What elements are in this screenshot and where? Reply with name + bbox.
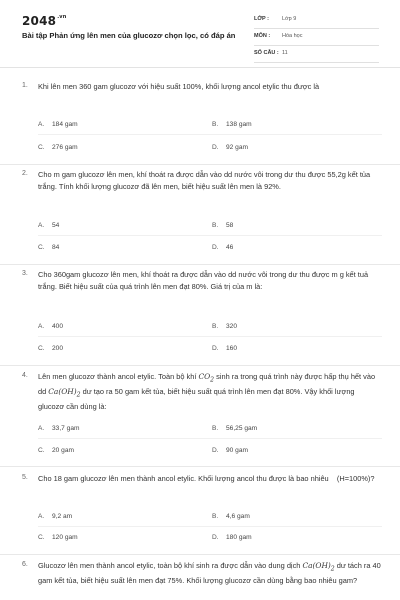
option-separator bbox=[38, 336, 382, 337]
option-letter: A. bbox=[38, 513, 45, 520]
logo-main: 2048 bbox=[22, 14, 57, 28]
option-letter: D. bbox=[212, 447, 219, 454]
question-number: 5. bbox=[22, 474, 28, 481]
logo-suffix: .vn bbox=[57, 14, 67, 20]
option-d[interactable] bbox=[212, 447, 248, 454]
question-4 bbox=[0, 365, 400, 467]
meta-row-class bbox=[254, 14, 379, 29]
option-text: 276 gam bbox=[52, 144, 78, 151]
option-text: 56,25 gam bbox=[226, 425, 258, 432]
option-text: 120 gam bbox=[52, 534, 78, 541]
option-c[interactable] bbox=[38, 447, 74, 454]
option-letter: B. bbox=[212, 513, 219, 520]
question-text-part: dư tạo ra 50 gam kết tủa, biết hiệu suất quá trình lên men đạt 80%. Vậy khối lượng glucozơ cần dùng là: bbox=[38, 387, 355, 412]
option-a[interactable] bbox=[38, 513, 72, 520]
option-letter: B. bbox=[212, 425, 219, 432]
question-text bbox=[38, 473, 382, 485]
option-c[interactable] bbox=[38, 144, 78, 151]
formula-subscript: 2 bbox=[210, 376, 215, 384]
option-a[interactable] bbox=[38, 425, 80, 432]
worksheet-meta bbox=[254, 14, 379, 65]
question-text-part: Glucozơ lên men thành ancol etylic, toàn bộ khí sinh ra được dẫn vào dung dịch bbox=[38, 561, 303, 570]
option-b[interactable] bbox=[212, 121, 252, 128]
site-logo[interactable] bbox=[22, 14, 67, 28]
option-text: 46 bbox=[226, 244, 234, 251]
option-b[interactable] bbox=[212, 222, 233, 229]
option-b[interactable] bbox=[212, 323, 237, 330]
option-text: 180 gam bbox=[226, 534, 252, 541]
option-text: 4,6 gam bbox=[226, 513, 250, 520]
option-letter: D. bbox=[212, 345, 219, 352]
option-c[interactable] bbox=[38, 345, 63, 352]
option-separator bbox=[38, 134, 382, 135]
option-a[interactable] bbox=[38, 121, 78, 128]
meta-key: LỚP : bbox=[254, 16, 269, 22]
option-separator bbox=[38, 526, 382, 527]
formula-base: Ca(OH) bbox=[302, 561, 331, 570]
option-letter: D. bbox=[212, 144, 219, 151]
question-text-part: sinh ra trong quá trình này được hấp thụ hết vào dd bbox=[38, 372, 376, 397]
option-d[interactable] bbox=[212, 144, 248, 151]
meta-value: Hóa học bbox=[282, 33, 303, 39]
question-1 bbox=[0, 72, 400, 165]
option-text: 92 gam bbox=[226, 144, 248, 151]
option-text: 400 bbox=[52, 323, 64, 330]
meta-key: MÔN : bbox=[254, 33, 271, 39]
formula-base: CO bbox=[198, 372, 211, 381]
option-text: 9,2 am bbox=[52, 513, 73, 520]
option-text: 58 bbox=[226, 222, 234, 229]
option-letter: B. bbox=[212, 222, 219, 229]
option-text: 33,7 gam bbox=[52, 425, 80, 432]
option-text: 138 gam bbox=[226, 121, 252, 128]
option-c[interactable] bbox=[38, 244, 59, 251]
option-letter: C. bbox=[38, 447, 45, 454]
question-text-part: Cho 18 gam glucozơ lên men thành ancol etylic. Khối lượng ancol thu được là bao nhiêu bbox=[38, 474, 329, 483]
option-separator bbox=[38, 438, 382, 439]
question-number: 1. bbox=[22, 82, 28, 89]
option-text: 54 bbox=[52, 222, 60, 229]
question-6 bbox=[0, 554, 400, 600]
question-text: Cho 360gam glucozơ lên men, khí thoát ra được dẫn vào dd nước vôi trong dư thu được m g kết tuả trắng. Biết hiệu suất của quá trình lên men đạt 80%. Giá trị của m là: bbox=[38, 270, 369, 291]
question-number: 3. bbox=[22, 270, 28, 277]
option-letter: A. bbox=[38, 323, 45, 330]
question-text bbox=[38, 371, 382, 413]
option-text: 320 bbox=[226, 323, 238, 330]
formula-subscript: 2 bbox=[330, 565, 335, 573]
option-text: 160 bbox=[226, 345, 238, 352]
option-letter: C. bbox=[38, 534, 45, 541]
option-a[interactable] bbox=[38, 323, 63, 330]
option-letter: A. bbox=[38, 222, 45, 229]
question-5 bbox=[0, 466, 400, 555]
option-d[interactable] bbox=[212, 244, 233, 251]
option-text: 20 gam bbox=[52, 447, 74, 454]
option-letter: D. bbox=[212, 244, 219, 251]
option-d[interactable] bbox=[212, 534, 252, 541]
option-text: 84 bbox=[52, 244, 60, 251]
option-letter: C. bbox=[38, 244, 45, 251]
option-letter: D. bbox=[212, 534, 219, 541]
meta-value: 11 bbox=[282, 50, 288, 56]
formula-base: Ca(OH) bbox=[48, 387, 77, 397]
question-number: 4. bbox=[22, 372, 28, 379]
option-b[interactable] bbox=[212, 513, 250, 520]
option-a[interactable] bbox=[38, 222, 59, 229]
option-text: 90 gam bbox=[226, 447, 248, 454]
meta-key: SỐ CÂU : bbox=[254, 50, 279, 56]
worksheet-header bbox=[0, 0, 400, 70]
question-text: Khi lên men 360 gam glucozơ với hiệu suất 100%, khối lượng ancol etylic thu được là bbox=[38, 82, 320, 91]
question-number: 6. bbox=[22, 561, 28, 568]
formula-caoh2 bbox=[48, 387, 81, 399]
formula-caoh2 bbox=[302, 561, 335, 573]
option-text: 200 bbox=[52, 345, 64, 352]
option-d[interactable] bbox=[212, 345, 237, 352]
option-b[interactable] bbox=[212, 425, 257, 432]
question-text: Cho m gam glucozơ lên men, khí thoát ra được dẫn vào dd nước vôi trong dư thu được 55,2g kết tủa trắng. Tính khối lượng glucozơ đã lên men, biết hiệu suất lên men là 92%. bbox=[38, 170, 371, 191]
question-3 bbox=[0, 264, 400, 366]
question-number: 2. bbox=[22, 170, 28, 177]
header-divider bbox=[0, 67, 400, 68]
meta-value: Lớp 9 bbox=[282, 16, 297, 22]
option-c[interactable] bbox=[38, 534, 78, 541]
option-letter: C. bbox=[38, 144, 45, 151]
formula-subscript: 2 bbox=[76, 391, 81, 399]
question-text-part: dư tách ra 40 gam kết tủa, biết hiệu suất lên men đạt 75%. Khối lượng glucozơ cần dùng bằng bao nhiêu gam? bbox=[38, 561, 381, 586]
question-text-part: Lên men glucozơ thành ancol etylic. Toàn bộ khí bbox=[38, 372, 199, 381]
page-title: Bài tập Phản ứng lên men của glucozơ chọn lọc, có đáp án bbox=[22, 31, 236, 40]
option-letter: B. bbox=[212, 121, 219, 128]
option-letter: A. bbox=[38, 121, 45, 128]
option-text: 184 gam bbox=[52, 121, 78, 128]
option-letter: B. bbox=[212, 323, 219, 330]
meta-row-question-count bbox=[254, 48, 379, 63]
option-letter: C. bbox=[38, 345, 45, 352]
question-text-tail: (H=100%)? bbox=[336, 474, 375, 483]
option-letter: A. bbox=[38, 425, 45, 432]
meta-row-subject bbox=[254, 31, 379, 46]
question-2 bbox=[0, 164, 400, 265]
option-separator bbox=[38, 235, 382, 236]
question-text bbox=[38, 560, 382, 587]
formula-co2 bbox=[198, 372, 215, 384]
